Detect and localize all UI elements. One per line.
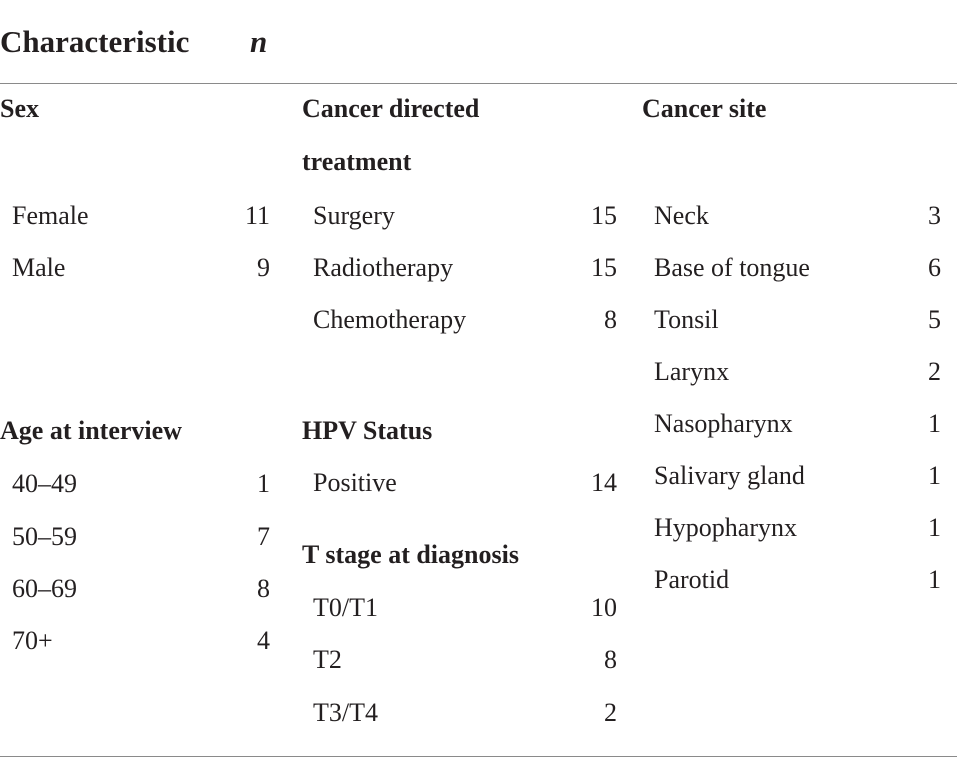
site-row-value: 1 [928,565,941,594]
age-row-label: 70+ [12,626,53,655]
site-row-label: Hypopharynx [654,513,797,542]
top-rule [0,83,957,84]
tstage-heading: T stage at diagnosis [302,540,519,569]
treatment-row-value: 15 [591,253,617,282]
sex-row-label: Male [12,253,66,282]
tstage-row-label: T2 [313,645,342,674]
treatment-heading-line1: Cancer directed [302,94,480,123]
tstage-row-label: T0/T1 [313,593,378,622]
site-row-label: Salivary gland [654,461,805,490]
site-row-value: 1 [928,409,941,438]
treatment-heading-line2: treatment [302,147,412,176]
site-row-label: Neck [654,201,709,230]
site-row-label: Nasopharynx [654,409,793,438]
treatment-row-label: Radiotherapy [313,253,454,282]
tstage-row-value: 2 [604,698,617,727]
sex-row-label: Female [12,201,89,230]
site-row-value: 1 [928,513,941,542]
age-row-label: 60–69 [12,574,77,603]
site-row-value: 2 [928,357,941,386]
hpv-row-label: Positive [313,468,397,497]
site-row-label: Parotid [654,565,730,594]
treatment-row-label: Chemotherapy [313,305,467,334]
sex-heading: Sex [0,94,39,123]
treatment-row-value: 8 [604,305,617,334]
age-row-value: 1 [257,469,270,498]
hpv-row-value: 14 [591,468,617,497]
tstage-row-label: T3/T4 [313,698,378,727]
treatment-row-value: 15 [591,201,617,230]
header-characteristic: Characteristic [0,24,190,59]
treatment-row-label: Surgery [313,201,395,230]
site-row-value: 5 [928,305,941,334]
site-row-value: 1 [928,461,941,490]
age-row-value: 7 [257,522,270,551]
age-row-label: 50–59 [12,522,77,551]
age-heading: Age at interview [0,416,182,445]
site-row-label: Larynx [654,357,730,386]
sex-row-value: 9 [257,253,270,282]
site-row-value: 6 [928,253,941,282]
site-row-label: Base of tongue [654,253,810,282]
hpv-heading: HPV Status [302,416,433,445]
header-n: n [250,24,268,59]
site-row-value: 3 [928,201,941,230]
bottom-rule [0,756,957,757]
site-row-label: Tonsil [654,305,719,334]
sex-row-value: 11 [244,201,270,230]
tstage-row-value: 10 [591,593,617,622]
tstage-row-value: 8 [604,645,617,674]
age-row-label: 40–49 [12,469,77,498]
site-heading: Cancer site [642,94,767,123]
age-row-value: 8 [257,574,270,603]
age-row-value: 4 [257,626,270,655]
